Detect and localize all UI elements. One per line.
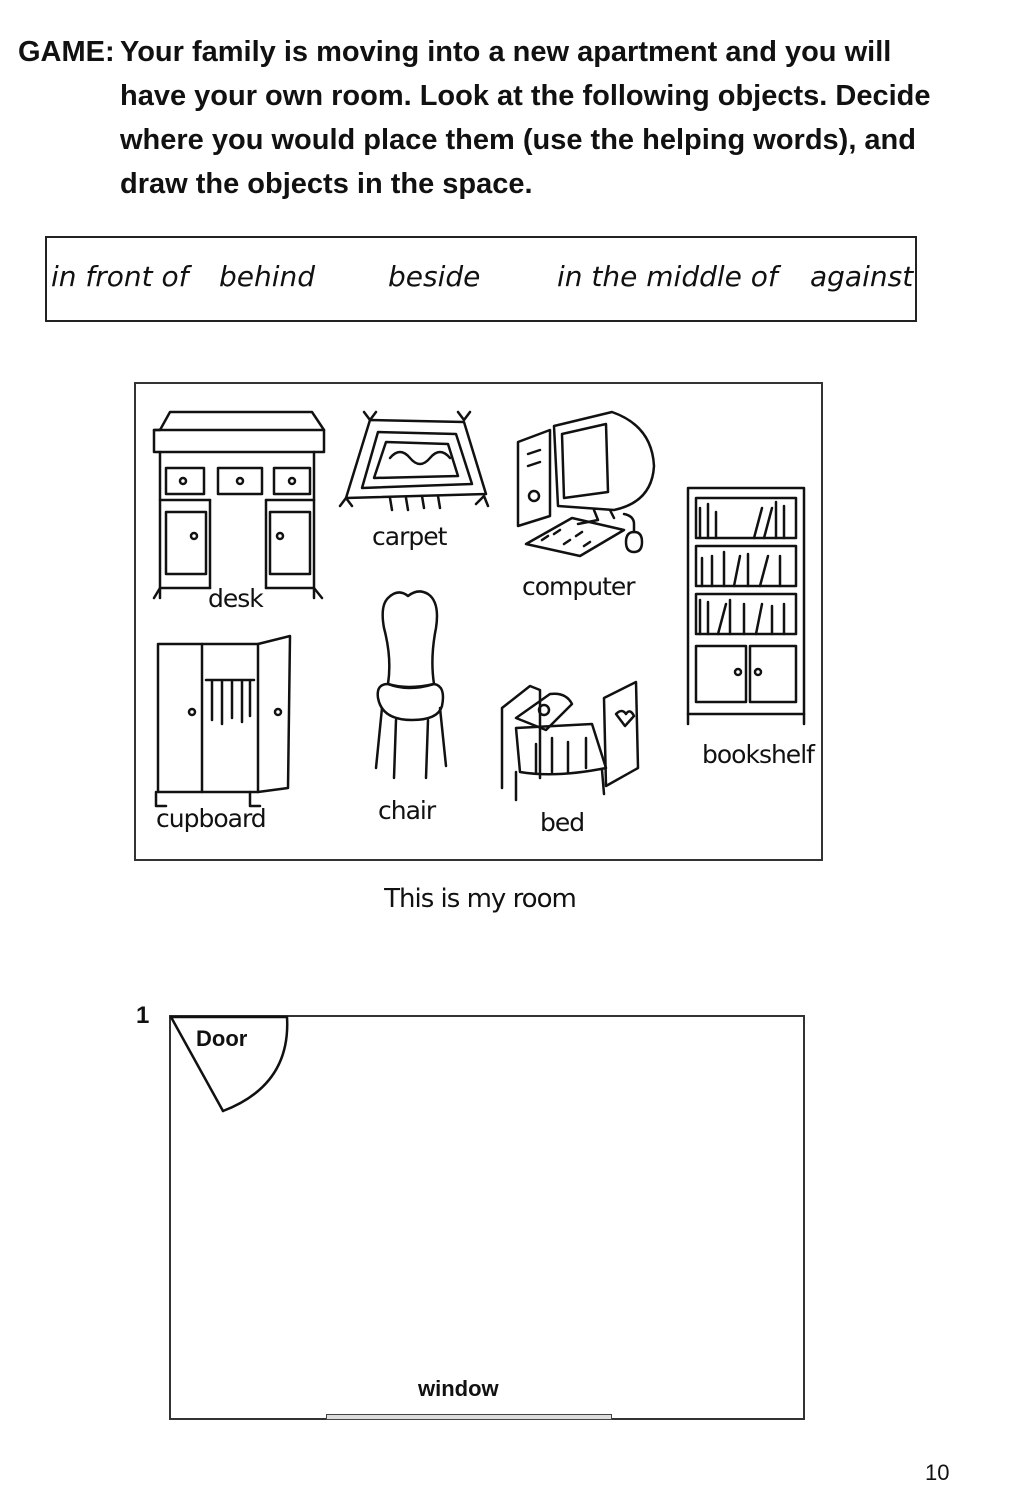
instruction-text xyxy=(120,30,970,206)
cupboard-label: cupboard xyxy=(156,804,266,833)
desk-label: desk xyxy=(208,584,263,613)
objects-picture-frame xyxy=(134,382,823,861)
instruction-line: Your family is moving into a new apartment and you will xyxy=(120,36,892,68)
helping-word-behind: behind xyxy=(219,260,316,293)
window-icon xyxy=(326,1414,612,1420)
desk-icon xyxy=(150,408,330,598)
helping-word-in-front-of: in front of xyxy=(51,260,189,293)
carpet-label: carpet xyxy=(372,522,447,551)
game-label: GAME: xyxy=(18,36,115,68)
carpet-icon xyxy=(340,408,490,518)
room-plan-number: 1 xyxy=(136,1002,150,1029)
bookshelf-icon xyxy=(684,484,810,734)
chair-label: chair xyxy=(378,796,436,825)
room-caption: This is my room xyxy=(384,884,576,914)
helping-word-against: against xyxy=(810,260,914,293)
instruction-line: draw the objects in the space. xyxy=(120,168,533,200)
window-label: window xyxy=(418,1376,499,1401)
computer-icon xyxy=(514,406,664,566)
helping-word-in-the-middle-of: in the middle of xyxy=(557,260,778,293)
door-label: Door xyxy=(196,1026,248,1051)
instruction-line: have your own room. Look at the following objects. Decide xyxy=(120,80,931,112)
bed-label: bed xyxy=(540,808,585,837)
page-number: 10 xyxy=(925,1460,950,1485)
cupboard-icon xyxy=(152,632,292,812)
helping-word-beside: beside xyxy=(388,260,481,293)
bed-icon xyxy=(496,668,646,808)
computer-label: computer xyxy=(522,572,635,601)
instruction-line: where you would place them (use the helping words), and xyxy=(120,124,916,156)
bookshelf-label: bookshelf xyxy=(702,740,814,769)
chair-icon xyxy=(368,588,458,788)
helping-words-box xyxy=(45,236,917,322)
